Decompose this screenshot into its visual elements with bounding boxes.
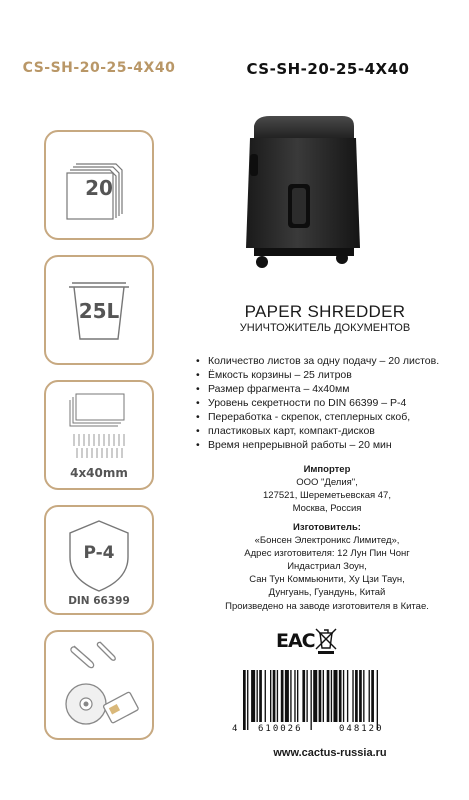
- product-subtitle: УНИЧТОЖИТЕЛЬ ДОКУМЕНТОВ: [239, 322, 411, 334]
- importer-heading: Импортер: [303, 464, 351, 475]
- eac-mark: EAC: [276, 630, 315, 652]
- importer-line: ООО "Делия",: [296, 477, 358, 488]
- product-title: PAPER SHREDDER: [244, 302, 406, 321]
- paperclip-icon: [71, 642, 115, 668]
- feature-item: • Количество листов за одну подачу – 20 листов.: [196, 354, 468, 368]
- cut-size-label: 4x40mm: [70, 466, 128, 480]
- feature-item: • Ёмкость корзины – 25 литров: [196, 368, 468, 382]
- weee-bin-icon: [314, 627, 338, 655]
- model-label-right: CS-SH-20-25-4X40: [246, 60, 410, 78]
- manufacturer-heading: Изготовитель:: [293, 522, 361, 533]
- cd-icon: [66, 684, 106, 724]
- materials-card: [44, 630, 154, 740]
- security-card: [44, 505, 154, 615]
- security-standard: DIN 66399: [68, 595, 130, 607]
- bin-value: 25L: [78, 299, 120, 323]
- manufacturer-line: Индастриал Зоун,: [287, 561, 367, 572]
- website-link[interactable]: www.cactus-russia.ru: [273, 747, 387, 759]
- sheets-value: 20: [85, 176, 113, 200]
- features-list: [196, 354, 468, 452]
- barcode-digit-first: 4: [232, 724, 238, 734]
- cut-size-card: [44, 380, 154, 490]
- feature-item: • Переработка - скрепок, степлерных скоб,: [196, 410, 468, 424]
- shredder-image: [236, 108, 366, 276]
- manufacturer-line: Адрес изготовителя: 12 Лун Пин Чонг: [244, 548, 410, 559]
- card-icon: [103, 692, 139, 724]
- importer-block: [182, 463, 469, 515]
- materials-icon: [46, 632, 152, 738]
- security-level: P-4: [83, 543, 115, 563]
- model-label-left: CS-SH-20-25-4X40: [22, 60, 176, 76]
- feature-item: • Время непрерывной работы – 20 мин: [196, 438, 468, 452]
- made-in-text: Произведено на заводе изготовителя в Китае.: [225, 601, 429, 612]
- bin-card: [44, 255, 154, 365]
- manufacturer-line: Сан Тун Коммьюнити, Ху Цзи Таун,: [249, 574, 405, 585]
- barcode-digits-right: 048120: [339, 724, 384, 734]
- importer-line: Москва, Россия: [292, 503, 362, 514]
- sheets-card: [44, 130, 154, 240]
- manufacturer-line: Дунгуань, Гуандунь, Китай: [268, 587, 386, 598]
- feature-item: • Уровень секретности по DIN 66399 – Р-4: [196, 396, 468, 410]
- barcode-digits-left: 610026: [258, 724, 303, 734]
- manufacturer-line: «Бонсен Электроникс Лимитед»,: [254, 535, 400, 546]
- importer-line: 127521, Шереметьевская 47,: [263, 490, 391, 501]
- feature-item-continued: • пластиковых карт, компакт-дисков: [196, 424, 468, 438]
- manufacturer-block: [182, 521, 469, 599]
- feature-item: • Размер фрагмента – 4х40мм: [196, 382, 468, 396]
